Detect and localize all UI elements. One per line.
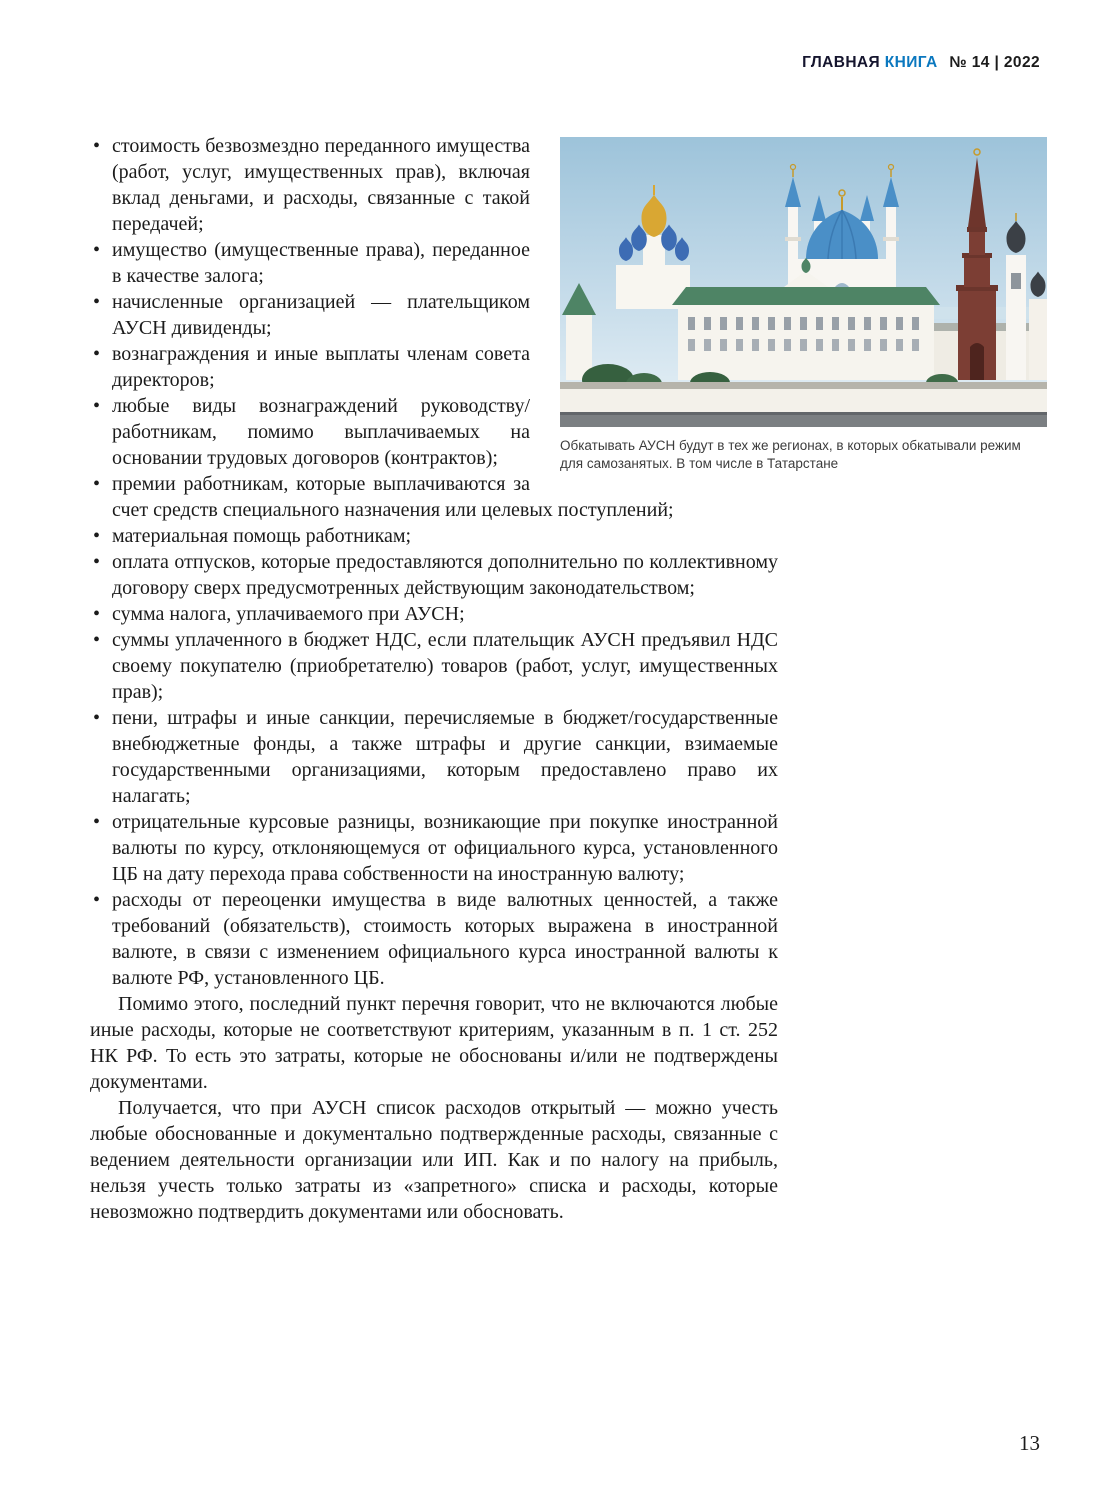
photo-caption: Обкатывать АУСН будут в тех же регионах, в которых обкатывали режим для самозанятых. В том числе в Татарстане	[560, 438, 1021, 471]
list-item: • расходы от переоценки имущества в виде валютных ценностей, а также требований (обязательств), стоимость которых выражена в иностранной валюте, в связи с изменением официального курса иностранной валюты к валюте РФ, установленного ЦБ.	[90, 887, 778, 991]
issue-number: № 14 | 2022	[949, 54, 1040, 71]
expense-exclusions-list	[90, 133, 778, 991]
list-item: • сумма налога, уплачиваемого при АУСН;	[90, 601, 778, 627]
paragraph: Получается, что при АУСН список расходов открытый — можно учесть любые обоснованные и документально подтвержденные расходы, связанные с ведением деятельности организации или ИП. Как и по налогу на прибыль, нельзя учесть только затраты из «запретного» списка и расходы, которые невозможно подтвердить документами или обосновать.	[90, 1097, 778, 1223]
list-item: • отрицательные курсовые разницы, возникающие при покупке иностранной валюты по курсу, отклоняющемуся от официального курса, установленного ЦБ на дату перехода права собственности на иностранную валюту;	[90, 809, 778, 887]
article-body	[90, 133, 1021, 1225]
list-item: • пени, штрафы и иные санкции, перечисляемые в бюджет/государственные внебюджетные фонды, а также штрафы и другие санкции, взимаемые государственными организациями, которым предоставлено право их налагать;	[90, 705, 778, 809]
paragraph: Помимо этого, последний пункт перечня говорит, что не включаются любые иные расходы, которые не соответствуют критериям, указанным в п. 1 ст. 252 НК РФ. То есть это затраты, которые не обоснованы и/или не подтверждены документами.	[90, 993, 778, 1093]
list-item: • вознаграждения и иные выплаты членам совета директоров;	[90, 341, 778, 393]
list-item: • имущество (имущественные права), переданное в качестве залога;	[90, 237, 778, 289]
magazine-title-main: ГЛАВНАЯ	[802, 54, 881, 71]
list-item: • стоимость безвозмездно переданного имущества (работ, услуг, имущественных прав), включая вклад деньгами, и расходы, связанные с такой передачей;	[90, 133, 778, 237]
page-number: 13	[1019, 1431, 1040, 1455]
magazine-title-accent: КНИГА	[884, 54, 938, 71]
page-header	[802, 54, 1040, 72]
list-item: • премии работникам, которые выплачиваются за счет средств специального назначения или целевых поступлений;	[90, 471, 778, 523]
list-item: • начисленные организацией — плательщиком АУСН дивиденды;	[90, 289, 778, 341]
list-item: • суммы уплаченного в бюджет НДС, если плательщик АУСН предъявил НДС своему покупателю (приобретателю) товаров (работ, услуг, имущественных прав);	[90, 627, 778, 705]
list-item: • любые виды вознаграждений руководству/работникам, помимо выплачиваемых на основании трудовых договоров (контрактов);	[90, 393, 778, 471]
list-item: • материальная помощь работникам;	[90, 523, 778, 549]
list-item: • оплата отпусков, которые предоставляются дополнительно по коллективному договору сверх предусмотренных действующим законодательством;	[90, 549, 778, 601]
